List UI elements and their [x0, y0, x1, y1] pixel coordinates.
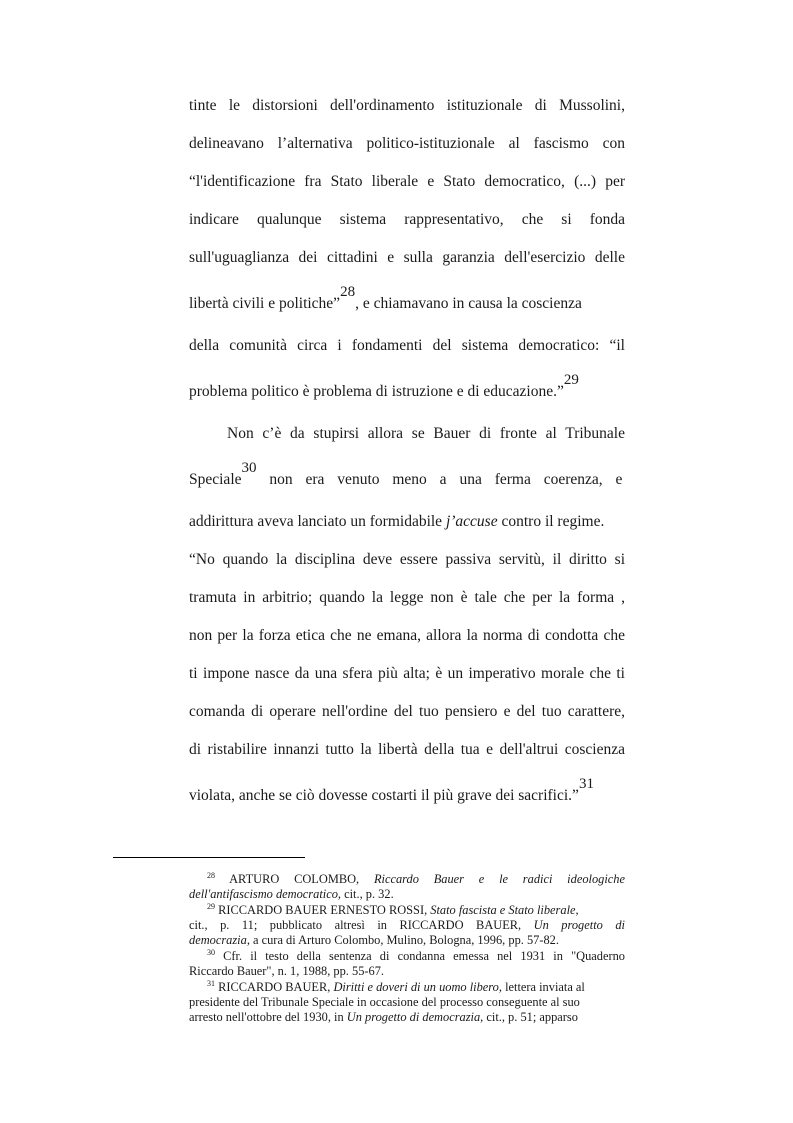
text-line: tramuta in arbitrio; quando la legge non è tale che per la forma ,	[189, 589, 625, 606]
text-line	[189, 512, 625, 532]
footnote-ref-29[interactable]: 29	[563, 372, 579, 388]
text-span: contro il regime.	[497, 513, 605, 530]
text-span: addirittura aveva lanciato un formidabile	[189, 513, 446, 530]
text-span: RICCARDO BAUER ERNESTO ROSSI,	[218, 903, 431, 917]
text-span: lettera inviata al	[501, 980, 585, 994]
text-span: Cfr. il testo della sentenza di condanna emessa nel 1931 in "Quaderno	[223, 949, 625, 963]
italic-span: Diritti e doveri di un uomo libero,	[333, 980, 502, 994]
text-span: arresto nell'ottobre del 1930, in	[189, 1010, 347, 1024]
footnote-line	[189, 887, 625, 902]
text-line: non per la forza etica che ne emana, allora la norma di condotta che	[189, 627, 625, 644]
text-span: problema politico è problema di istruzione e di educazione.”	[189, 383, 564, 400]
text-span: ARTURO COLOMBO,	[229, 872, 374, 886]
text-line: delineavano l’alternativa politico-istituzionale al fascismo con	[189, 135, 625, 152]
italic-span: democrazia,	[189, 933, 250, 947]
footnote-28	[207, 872, 625, 888]
text-line: della comunità circa i fondamenti del sistema democratico: “il	[189, 337, 625, 354]
footnote-30	[207, 949, 625, 965]
footnote-ref-30[interactable]: 30	[241, 460, 257, 476]
text-line: “No quando la disciplina deve essere passiva servitù, il diritto si	[189, 551, 625, 568]
text-line: comanda di operare nell'ordine del tuo pensiero e del tuo carattere,	[189, 703, 625, 720]
text-line: tinte le distorsioni dell'ordinamento istituzionale di Mussolini,	[189, 97, 625, 114]
text-line	[189, 284, 625, 314]
text-line: “l'identificazione fra Stato liberale e Stato democratico, (...) per	[189, 173, 625, 190]
footnote-number: 30	[207, 948, 215, 957]
text-line	[189, 776, 625, 806]
text-line	[189, 460, 625, 490]
footnote-number: 28	[207, 871, 215, 880]
text-line: sull'uguaglianza dei cittadini e sulla garanzia dell'esercizio delle	[189, 249, 625, 266]
text-line: Non c’è da stupirsi allora se Bauer di fronte al Tribunale	[227, 425, 625, 442]
footnote-ref-31[interactable]: 31	[578, 776, 594, 792]
text-span: libertà civili e politiche”	[189, 295, 341, 312]
text-span: , e chiamavano in causa la coscienza	[355, 295, 582, 312]
text-span: cit., p. 11; pubblicato altresì in RICCARDO BAUER,	[189, 918, 534, 932]
footnote-ref-28[interactable]: 28	[340, 284, 356, 300]
text-span: a cura di Arturo Colombo, Mulino, Bologna, 1996, pp. 57-82.	[249, 933, 559, 947]
italic-span: j’accuse	[445, 513, 498, 530]
italic-span: dell'antifascismo democratico,	[189, 887, 342, 901]
footnote-line: Riccardo Bauer", n. 1, 1988, pp. 55-67.	[189, 964, 385, 978]
text-line	[189, 372, 625, 402]
italic-span: Riccardo Bauer e le radici ideologiche	[373, 872, 625, 886]
footnote-31	[207, 980, 625, 996]
text-span: cit., p. 32.	[341, 887, 394, 901]
text-line: indicare qualunque sistema rappresentativo, che si fonda	[189, 211, 625, 228]
footnote-line: presidente del Tribunale Speciale in occasione del processo conseguente al suo	[189, 995, 580, 1009]
footnote-29	[207, 903, 625, 919]
italic-span: Un progetto di democrazia,	[346, 1010, 484, 1024]
text-span: RICCARDO BAUER,	[218, 980, 334, 994]
italic-span: Un progetto di	[533, 918, 625, 932]
footnote-line	[189, 933, 625, 948]
footnote-divider	[113, 857, 305, 858]
italic-span: Stato fascista e Stato liberale,	[430, 903, 579, 917]
text-line: ti impone nasce da una sfera più alta; è un imperativo morale che ti	[189, 665, 625, 682]
text-span: violata, anche se ciò dovesse costarti il più grave dei sacrifici.”	[189, 787, 579, 804]
footnote-line	[189, 1010, 625, 1025]
text-span: Speciale	[189, 471, 242, 488]
text-line: di ristabilire innanzi tutto la libertà della tua e dell'altrui coscienza	[189, 741, 625, 758]
footnote-number: 31	[207, 979, 215, 988]
footnote-line	[189, 918, 625, 933]
text-span: non era venuto meno a una ferma coerenza, e	[256, 471, 623, 488]
footnote-number: 29	[207, 902, 215, 911]
text-span: cit., p. 51; apparso	[483, 1010, 578, 1024]
